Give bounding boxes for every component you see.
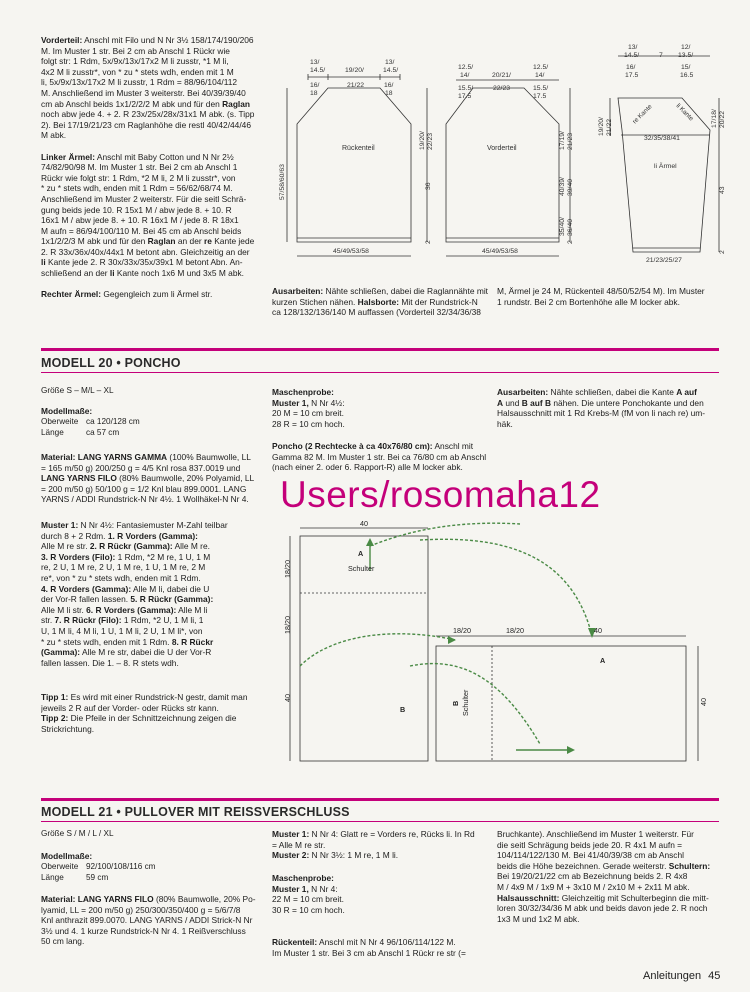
m21-right-line: Bruchkante). Anschließend im Muster 1 weiterstr. Für [497, 829, 694, 839]
m20-tip-line: jeweils 2 R auf der Vorder- oder Rücks str kann. [41, 702, 219, 713]
svg-text:43: 43 [719, 186, 726, 194]
svg-text:39/40: 39/40 [567, 178, 574, 196]
m20-muster-line: fallen lassen. Die 1. – 8. R stets wdh. [41, 657, 179, 668]
ausarbeiten-line: ca 128/132/136/140 M auffassen (Vorderteil 32/34/36/38 [272, 307, 481, 318]
m21-rule [41, 798, 719, 801]
page-number: 45 [708, 970, 721, 982]
svg-text:15/: 15/ [681, 64, 691, 71]
svg-text:20/22: 20/22 [719, 110, 726, 128]
m21-probe-line: Maschenprobe: [272, 873, 334, 883]
back-label: Rückenteil [342, 145, 375, 152]
svg-text:15.5/: 15.5/ [458, 85, 474, 92]
m20-measures [41, 417, 191, 438]
vorderteil-line: 16x1 M / abw jede 8. + 10. R 16x1 M / jede 8. R 18x1 [41, 215, 239, 226]
m21-muster [272, 829, 492, 861]
dim-h1: 18/20 [283, 560, 292, 578]
vorderteil-line: M aufn = 86/94/100/110 M. Bei 45 cm ab Anschl beids [41, 225, 242, 236]
m21-material-line: 3½ und 4. 1 kurze Rundstrick-N Nr 4. 1 Reißverschluss [41, 925, 246, 936]
m20-tips [41, 692, 269, 734]
svg-text:57/58/60/63: 57/58/60/63 [279, 164, 286, 200]
label-a: A [358, 549, 364, 558]
front-piece [446, 80, 570, 256]
svg-text:19/20/: 19/20/ [419, 131, 426, 150]
m21-rueckenteil [272, 937, 492, 958]
m21-material-line: Material: LANG YARNS FILO (80% Baumwolle, 20% Po- [41, 894, 256, 904]
svg-text:12.5/: 12.5/ [533, 64, 549, 71]
footer-label: Anleitungen [643, 970, 702, 982]
svg-text:14/: 14/ [535, 72, 545, 79]
label-a2: A [600, 656, 606, 665]
svg-text:li Kante: li Kante [674, 102, 695, 123]
m20-material-line: YARNS / ADDI Rundstrick-N Nr 4½. 1 Wollhäkel-N Nr 4. [41, 494, 249, 505]
m21-muster-line: = Alle M re str. [272, 839, 326, 850]
m21-material-line: lyamid, LL = 200 m/50 g) 250/300/350/400 g = 5/6/7/8 [41, 904, 241, 915]
vorderteil-line: 74/82/90/98 M. Im Muster 1 str. Bei 2 cm ab Anschl 1 [41, 162, 238, 173]
svg-text:17.5: 17.5 [625, 72, 639, 79]
svg-text:21/22: 21/22 [347, 82, 365, 89]
m20-ausarbeiten-line: häk. [497, 418, 513, 429]
svg-text:17/19/: 17/19/ [559, 131, 566, 150]
vorderteil-line: Rückr wie folgt str: 1 Rdm, *2 M li, 2 M li zusstr*, von [41, 172, 236, 183]
m21-right-line: Halsausschnitt: Gleichzeitig mit Schulterbeginn die mitt- [497, 892, 709, 903]
svg-text:18: 18 [385, 90, 393, 97]
m21-sizes: Größe S / M / L / XL [41, 829, 114, 838]
dim-h4: 40 [699, 698, 708, 706]
dim-w2c: 40 [594, 626, 602, 635]
m20-rule-thin [41, 372, 719, 373]
m20-rule [41, 348, 719, 351]
svg-text:22/23: 22/23 [427, 132, 434, 150]
measure-row: Länge 59 cm [41, 872, 109, 882]
svg-text:19/20/: 19/20/ [598, 117, 605, 136]
m20-probe-line: 28 R = 10 cm hoch. [272, 418, 345, 429]
svg-text:36: 36 [425, 182, 432, 190]
back-piece [287, 74, 427, 256]
m21-material-line: 50 cm lang. [41, 936, 85, 947]
m20-poncho-line: (nach einer 2. oder 6. Rapport-R) alle M locker abk. [272, 462, 463, 473]
svg-text:40/39/: 40/39/ [559, 177, 566, 196]
svg-text:13.5/: 13.5/ [678, 52, 694, 59]
m20-muster [41, 520, 269, 668]
vorderteil-line: Anschließend im Muster 2 weiterstr. Für die seitl Schrä- [41, 193, 247, 204]
m20-muster-line: 3. R Vorders (Filo): 1 Rdm, *2 M re, 1 U, 1 M [41, 551, 211, 562]
svg-text:45/49/53/58: 45/49/53/58 [482, 248, 518, 255]
m20-probe-line: 20 M = 10 cm breit. [272, 408, 344, 419]
svg-text:14.5/: 14.5/ [383, 67, 399, 74]
m20-ausarbeiten-line: Ausarbeiten: Nähte schließen, dabei die Kante A auf [497, 387, 697, 397]
vorderteil-line: gung beids jede 10. R 15x1 M / abw jede 8. + 10. R [41, 204, 232, 215]
ausarbeiten-cont-line: M, Ärmel je 24 M, Rückenteil 48/50/52/54 M). Im Muster [497, 286, 705, 296]
m20-muster-line: * zu * stets wdh, enden mit 1 Rdm. 8. R Rückr [41, 636, 214, 647]
m20-ausarbeiten-line: Halsausschnitt mit 1 Rd Krebs-M (fM von li nach re) um- [497, 408, 706, 419]
vorderteil-line: M. Im Muster 1 str. Bei 2 cm ab Anschl 1 Rückr wie [41, 45, 230, 56]
svg-text:re Kante: re Kante [631, 103, 654, 126]
svg-text:16.5: 16.5 [680, 72, 694, 79]
m20-material-line: = 165 m/50 g) 200/250 g = 4/5 Knl rosa 837.0019 und [41, 462, 241, 473]
dim-h2: 18/20 [283, 616, 292, 634]
m21-maschenprobe [272, 873, 482, 915]
m21-probe-line: 30 R = 10 cm hoch. [272, 904, 345, 915]
measure-row: Oberweite 92/100/108/116 cm [41, 862, 156, 871]
ausarbeiten-text-cont [497, 286, 713, 307]
svg-text:16/: 16/ [384, 82, 394, 89]
m20-material [41, 452, 269, 505]
svg-text:35/40/: 35/40/ [559, 217, 566, 236]
m20-muster-line: (Gamma): Alle M re str, dabei die U der Vor-R [41, 647, 212, 658]
m21-title: MODELL 21 • PULLOVER MIT REISSVERSCHLUSS [41, 805, 350, 819]
measure-row: Oberweite ca 120/128 cm [41, 417, 140, 426]
m20-ausarbeiten [497, 387, 715, 429]
m21-material-line: Knl anthrazit 899.0070. LANG YARNS / ADDI Strick-N Nr [41, 915, 253, 926]
m20-muster-line: Alle M li str. 6. R Vorders (Gamma): Alle M li [41, 604, 208, 615]
vorderteil-line: 2. R 33x/36x/40x/44x1 M betont abn. Gleichzeitig an der [41, 246, 250, 257]
m21-measures-title: Modellmaße: [41, 851, 93, 861]
dim-w2b: 18/20 [506, 626, 524, 635]
svg-text:17.5: 17.5 [533, 93, 547, 100]
m20-tip-line: Tipp 1: Es wird mit einer Rundstrick-N gestr, damit man [41, 692, 248, 702]
m21-measures [41, 862, 191, 883]
svg-text:21/22: 21/22 [606, 118, 613, 136]
svg-text:13/: 13/ [310, 59, 320, 66]
vorderteil-line: li, 5x/9x/13x/17x2 M li zusstr, 1 Rdm = 88/96/104/112 [41, 77, 238, 88]
m20-muster-line: str. 7. R Rückr (Filo): 1 Rdm, *2 U, 1 M li, 1 [41, 615, 204, 626]
vorderteil-line: 2). Bei 17/19/21/23 cm Raglanhöhe die restl 40/42/44/46 [41, 119, 251, 130]
svg-text:14.5/: 14.5/ [310, 67, 326, 74]
vorderteil-line: folgt str: 1 Rdm, 5x/9x/13x/17x2 M li zusstr, *1 M li, [41, 56, 229, 67]
m21-right-line: 104/114/122/130 M. Bei 41/40/39/38 cm ab Anschl [497, 850, 685, 861]
m21-probe-line: Muster 1, N Nr 4: [272, 883, 338, 894]
m21-muster-line: Muster 2: N Nr 3½: 1 M re, 1 M li. [272, 850, 399, 861]
svg-text:18: 18 [310, 90, 318, 97]
pullover-schematic [270, 40, 735, 280]
vorderteil-line: li Kante jede 2. R 30x/33x/35x/39x1 M betont Abn. An- [41, 257, 243, 268]
m21-probe-line: 22 M = 10 cm breit. [272, 894, 344, 905]
svg-text:14.5/: 14.5/ [624, 52, 640, 59]
m20-sizes: Größe S – M/L – XL [41, 386, 114, 395]
ausarbeiten-cont-line: 1 rundstr. Bei 2 cm Bortenhöhe alle M locker abk. [497, 296, 680, 307]
vorderteil-line: Rechter Ärmel: Gegengleich zum li Ärmel str. [41, 289, 213, 300]
vorderteil-line: * zu * stets wdh, enden mit 1 Rdm = 56/62/68/74 M. [41, 183, 233, 194]
svg-text:2: 2 [719, 250, 726, 254]
vorderteil-line: Linker Ärmel: Anschl mit Baby Cotton und N Nr 2½ [41, 151, 234, 162]
svg-text:32/35/38/41: 32/35/38/41 [644, 135, 680, 142]
m21-material [41, 894, 261, 947]
label-b: B [400, 705, 406, 714]
ausarbeiten-line: kurzen Stichen nähen. Halsborte: Mit der Rundstrick-N [272, 296, 478, 307]
vorderteil-line [41, 279, 257, 290]
m21-muster-line: Muster 1: N Nr 4: Glatt re = Vorders re, Rücks li. In Rd [272, 829, 475, 839]
vorderteil-instructions [41, 35, 257, 300]
m20-material-line: = 200 m/50 g) 50/100 g = 1/2 Knl blau 899.0001. LANG [41, 483, 247, 494]
m20-ausarbeiten-line: A und B auf B nähen. Die untere Ponchokante und den [497, 397, 704, 408]
m21-right-col [497, 829, 715, 924]
svg-text:21/23: 21/23 [567, 132, 574, 150]
svg-text:19/20/: 19/20/ [345, 67, 364, 74]
m20-material-line: LANG YARNS FILO (80% Baumwolle, 20% Polyamid, LL [41, 473, 255, 484]
m20-muster-line: der Vor-R fallen lassen. 5. R Rückr (Gamma): [41, 594, 214, 605]
label-schulter2: Schulter [461, 689, 470, 716]
vorderteil-line: schließend an der li Kante noch 1x6 M und 3x5 M abk. [41, 268, 244, 279]
m21-right-line: beids die Höhe bezeichnen. Gerade weiterstr. Schultern: [497, 860, 711, 871]
front-label: Vorderteil [487, 145, 517, 152]
svg-text:22/23: 22/23 [493, 85, 511, 92]
vorderteil-line: cm ab Anschl beids 1x1/2/2/2 M abk und für den Raglan [41, 98, 251, 109]
svg-text:2: 2 [425, 240, 432, 244]
svg-text:12/: 12/ [681, 44, 691, 51]
m20-probe-line: Maschenprobe: [272, 387, 334, 397]
m21-right-line: die seitl Schrägung beids jede 20. R 4x1 M aufn = [497, 839, 683, 850]
m20-maschenprobe [272, 387, 482, 429]
vorderteil-line: M abk. [41, 130, 67, 141]
dim-40-top: 40 [360, 519, 368, 528]
m20-probe-line: Muster 1, N Nr 4½: [272, 397, 345, 408]
m20-tip-line: Tipp 2: Die Pfeile in der Schnittzeichnung zeigen die [41, 713, 237, 724]
ausarbeiten-line: Ausarbeiten: Nähte schließen, dabei die Raglannähte mit [272, 286, 489, 296]
m20-material-line: Material: LANG YARNS GAMMA (100% Baumwolle, LL [41, 452, 251, 462]
dim-w2a: 18/20 [453, 626, 471, 635]
vorderteil-line: Vorderteil: Anschl mit Filo und N Nr 3½ 158/174/190/206 [41, 35, 254, 45]
svg-text:17.5: 17.5 [458, 93, 472, 100]
m21-right-line: 1x3 M und 1x2 M abk. [497, 913, 580, 924]
sleeve-piece [610, 56, 719, 252]
svg-text:li Ärmel: li Ärmel [654, 163, 677, 170]
label-b2: B [451, 700, 460, 706]
svg-text:16/: 16/ [626, 64, 636, 71]
m20-muster-line: re*, von * zu * stets wdh, enden mit 1 Rdm. [41, 572, 201, 583]
vorderteil-line: M. Anschließend im Muster 3 weiterstr. Bei 40/39/39/40 [41, 87, 246, 98]
m20-poncho [272, 441, 496, 473]
svg-text:36/40: 36/40 [567, 218, 574, 236]
svg-text:21/23/25/27: 21/23/25/27 [646, 257, 682, 264]
vorderteil-line: 4x2 M li zusstr*, von * zu * stets wdh, enden mit 1 M [41, 66, 234, 77]
m20-title: MODELL 20 • PONCHO [41, 356, 181, 370]
svg-text:13/: 13/ [628, 44, 638, 51]
svg-text:20/21/: 20/21/ [492, 72, 511, 79]
m20-muster-line: 4. R Vorders (Gamma): Alle M li, dabei die U [41, 583, 210, 594]
vorderteil-line: noch abw jede 4. + 2. R 23x/25x/28x/31x1 M abk. (s. Tipp [41, 109, 255, 120]
m20-tip-line: Strickrichtung. [41, 723, 95, 734]
m21-right-line: loren 30/32/34/36 M abk und beids davon jede 2. R noch [497, 903, 708, 914]
m20-muster-line: Alle M re str. 2. R Rückr (Gamma): Alle M re. [41, 541, 210, 552]
vorderteil-line: 1x1/2/2/3 M abk und für den Raglan an der re Kante jede [41, 236, 255, 247]
poncho-diagram [270, 516, 720, 786]
svg-text:45/49/53/58: 45/49/53/58 [333, 248, 369, 255]
svg-text:13/: 13/ [385, 59, 395, 66]
svg-text:16/: 16/ [310, 82, 320, 89]
m21-right-line: M / 4x9 M / 1x9 M + 3x10 M / 2x10 M + 2x11 M abk. [497, 881, 690, 892]
svg-text:15.5/: 15.5/ [533, 85, 549, 92]
page-footer [643, 970, 720, 982]
m21-ruecken-line: Rückenteil: Anschl mit N Nr 4 96/106/114/122 M. [272, 937, 456, 947]
m20-poncho-line: Poncho (2 Rechtecke à ca 40x76/80 cm): Anschl mit [272, 441, 474, 451]
m20-muster-line: durch 8 + 2 Rdm. 1. R Vorders (Gamma): [41, 530, 198, 541]
m21-ruecken-line: Im Muster 1 str. Bei 3 cm ab Anschl 1 Rückr re str (= [272, 947, 466, 958]
m20-muster-line: U, 1 M li, 4 M li, 1 U, 1 M li, 2 U, 1 M li*, von [41, 625, 203, 636]
svg-text:2: 2 [567, 240, 574, 244]
watermark-text: Users/rosomaha12 [280, 474, 601, 515]
vorderteil-line [41, 141, 257, 152]
svg-text:12.5/: 12.5/ [458, 64, 474, 71]
svg-text:17/18/: 17/18/ [711, 109, 718, 128]
m20-muster-line: re, 2 U, 1 M re, 2 U, 1 M re, 1 U, 1 M re, 2 M [41, 562, 206, 573]
m20-poncho-line: Gamma 82 M. Im Muster 1 str. Bei ca 76/80 cm ab Anschl [272, 451, 487, 462]
svg-text:7: 7 [659, 52, 663, 59]
dim-h3: 40 [283, 694, 292, 702]
m21-rule-thin [41, 821, 719, 822]
measure-row: Länge ca 57 cm [41, 427, 120, 437]
m21-right-line: Bei 19/20/21/22 cm ab Bezeichnung beids 2. R 4x8 [497, 871, 688, 882]
label-schulter: Schulter [348, 564, 375, 573]
svg-text:14/: 14/ [460, 72, 470, 79]
m20-measures-title: Modellmaße: [41, 406, 93, 416]
m20-muster-line: Muster 1: N Nr 4½: Fantasiemuster M-Zahl teilbar [41, 520, 228, 530]
ausarbeiten-text [272, 286, 492, 318]
